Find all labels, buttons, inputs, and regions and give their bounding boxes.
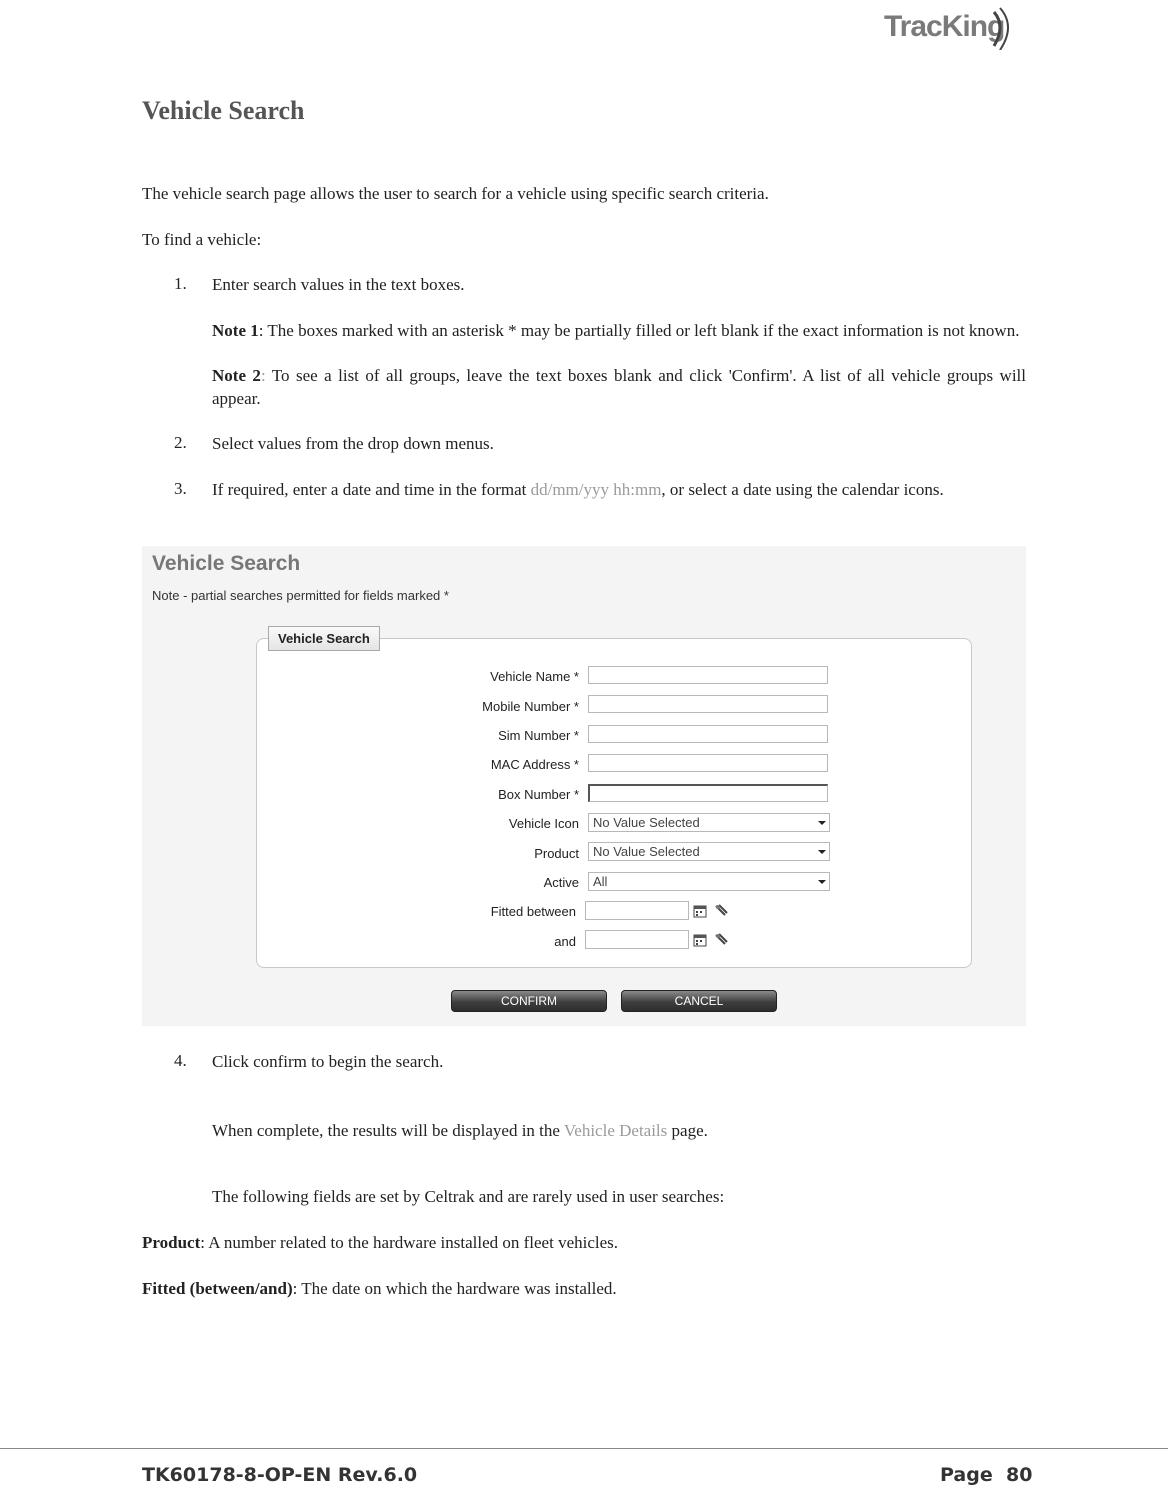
page-label: Page — [940, 1464, 993, 1486]
step-3-text — [212, 478, 1026, 501]
active-select[interactable] — [588, 872, 830, 891]
fitted-and-input[interactable] — [585, 930, 689, 949]
clear-date-icon[interactable] — [714, 932, 728, 946]
document-id: TK60178-8-OP-EN Rev.6.0 — [142, 1464, 418, 1486]
label-vehicle-icon: Vehicle Icon — [508, 816, 579, 831]
note-1-label: Note 1 — [212, 321, 259, 340]
step-1-text: Enter search values in the text boxes. — [212, 275, 465, 294]
complete-paragraph — [212, 1119, 708, 1142]
tracking-logo — [880, 4, 1030, 54]
step-2-text: Select values from the drop down menus. — [212, 434, 494, 453]
vehicle-name-input[interactable] — [588, 666, 828, 684]
step-1-number: 1. — [174, 274, 187, 293]
label-mac-address: MAC Address * — [490, 757, 579, 772]
calendar-icon[interactable] — [693, 904, 707, 918]
fieldset-legend: Vehicle Search — [268, 626, 380, 651]
label-box-number: Box Number * — [498, 787, 579, 802]
mac-address-input[interactable] — [588, 754, 828, 772]
product-select[interactable] — [588, 842, 830, 861]
step-4-number: 4. — [174, 1051, 187, 1070]
label-fitted-between: Fitted between — [490, 904, 576, 919]
sim-number-input[interactable] — [588, 725, 828, 743]
chevron-down-icon — [818, 880, 826, 884]
note-2-colon: : — [260, 366, 266, 385]
logo-text: TracKing — [884, 10, 1005, 43]
active-select-value: All — [593, 874, 608, 889]
label-mobile-number: Mobile Number * — [482, 699, 579, 714]
fitted-term: Fitted (between/and) — [142, 1279, 293, 1298]
step-3-pre: If required, enter a date and time in the format — [212, 480, 531, 499]
fitted-between-input[interactable] — [585, 901, 689, 920]
confirm-button[interactable]: CONFIRM — [451, 990, 607, 1012]
label-vehicle-name: Vehicle Name * — [490, 669, 579, 684]
vehicle-details-link[interactable]: Vehicle Details — [563, 1121, 668, 1140]
step-2-number: 2. — [174, 433, 187, 452]
note-1 — [212, 319, 1026, 342]
step-3-post: , or select a date using the calendar icons. — [661, 480, 944, 499]
label-sim-number: Sim Number * — [498, 728, 579, 743]
product-definition — [142, 1231, 618, 1254]
step-4-text: Click confirm to begin the search. — [212, 1052, 444, 1071]
signal-waves-icon — [990, 6, 1030, 50]
product-select-value: No Value Selected — [593, 844, 700, 859]
vehicle-icon-select-value: No Value Selected — [593, 815, 700, 830]
date-format: dd/mm/yyy hh:mm — [530, 480, 662, 499]
note-2-label: Note 2 — [212, 366, 261, 385]
label-and: and — [554, 934, 576, 949]
footer-divider — [0, 1448, 1168, 1449]
note-1-text: : The boxes marked with an asterisk * may be partially filled or left blank if the exact information is not known. — [258, 321, 1020, 340]
screenshot-title: Vehicle Search — [152, 552, 301, 575]
clear-date-icon[interactable] — [714, 903, 728, 917]
mobile-number-input[interactable] — [588, 695, 828, 713]
note-2-text: To see a list of all groups, leave the text boxes blank and click 'Confirm'. A list of all vehicle groups will appear. — [212, 366, 1026, 408]
find-label: To find a vehicle: — [142, 230, 262, 249]
fitted-definition — [142, 1277, 617, 1300]
step-3-number: 3. — [174, 479, 187, 498]
page-title: Vehicle Search — [142, 96, 305, 125]
label-active: Active — [543, 875, 579, 890]
complete-post: page. — [667, 1121, 708, 1140]
fitted-description: : The date on which the hardware was installed. — [292, 1279, 617, 1298]
intro-paragraph: The vehicle search page allows the user to search for a vehicle using specific search criteria. — [142, 184, 769, 203]
note-2 — [212, 364, 1026, 410]
complete-pre: When complete, the results will be displayed in the — [212, 1121, 564, 1140]
calendar-icon[interactable] — [693, 933, 707, 947]
chevron-down-icon — [818, 850, 826, 854]
product-term: Product — [142, 1233, 201, 1252]
cancel-button[interactable]: CANCEL — [621, 990, 777, 1012]
label-product: Product — [534, 846, 579, 861]
page-number: 80 — [1005, 1464, 1033, 1486]
following-paragraph: The following fields are set by Celtrak and are rarely used in user searches: — [212, 1187, 725, 1206]
box-number-input[interactable] — [588, 784, 828, 802]
vehicle-search-screenshot — [142, 546, 1026, 1026]
screenshot-note: Note - partial searches permitted for fields marked * — [152, 588, 449, 603]
chevron-down-icon — [818, 821, 826, 825]
product-description: : A number related to the hardware installed on fleet vehicles. — [200, 1233, 619, 1252]
page-indicator — [940, 1464, 1032, 1486]
vehicle-icon-select[interactable] — [588, 813, 830, 832]
